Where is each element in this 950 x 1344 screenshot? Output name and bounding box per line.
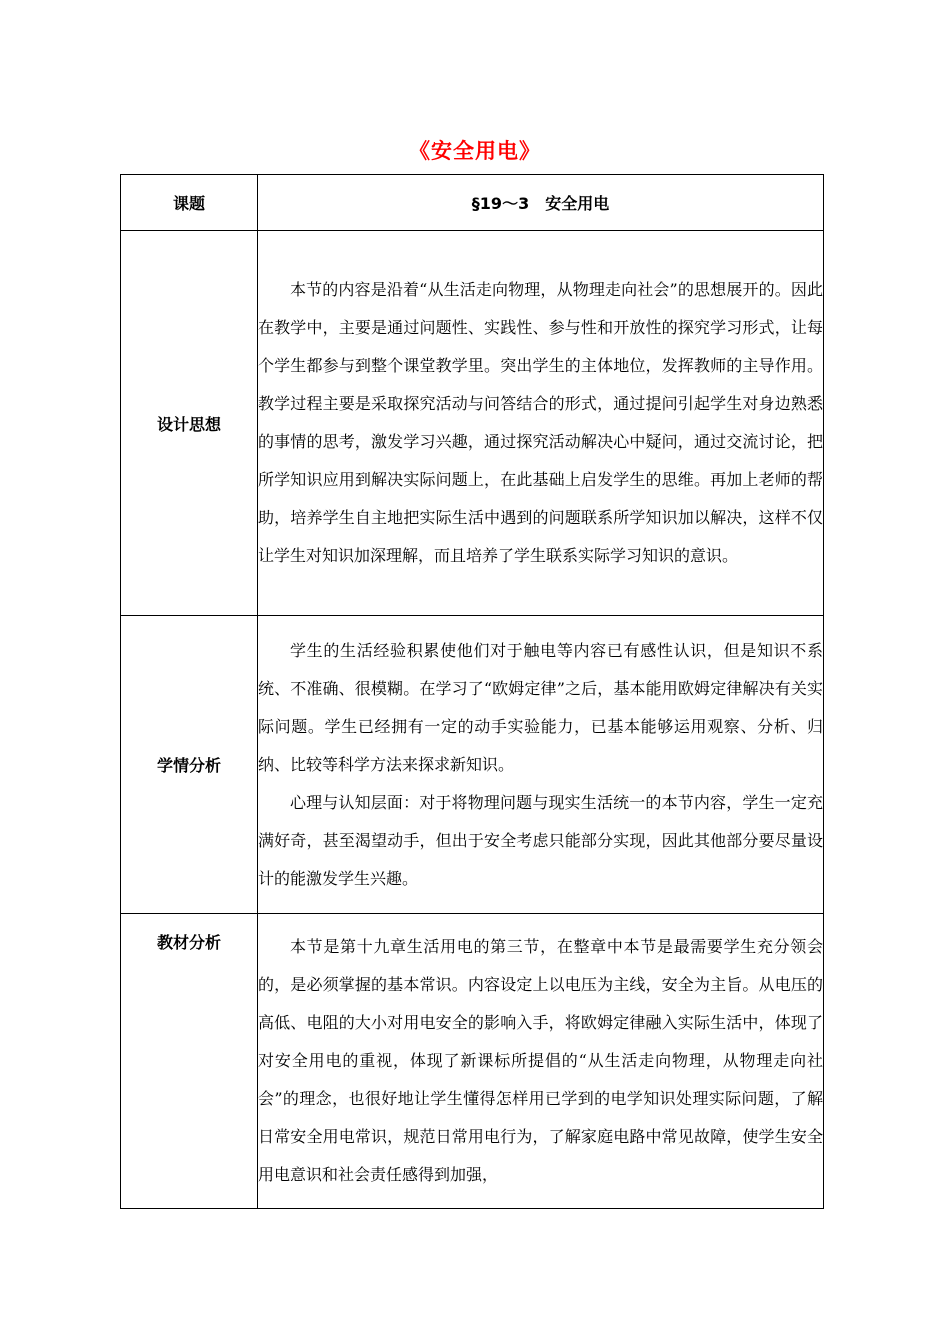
row-label-students: 学情分析 [121, 616, 258, 914]
row-label-topic: 课题 [121, 175, 258, 231]
table-row-topic [121, 175, 824, 231]
lesson-plan-table [120, 174, 824, 1209]
design-paragraph: 本节的内容是沿着“从生活走向物理，从物理走向社会”的思想展开的。因此在教学中，主要是通过问题性、实践性、参与性和开放性的探究学习形式，让每个学生都参与到整个课堂教学里。突出学生的主体地位，发挥教师的主导作用。教学过程主要是采取探究活动与问答结合的形式，通过提问引起学生对身边熟悉的事情的思考，激发学习兴趣，通过探究活动解决心中疑问，通过交流讨论，把所学知识应用到解决实际问题上，在此基础上启发学生的思维。再加上老师的帮助，培养学生自主地把实际生活中遇到的问题联系所学知识加以解决，这样不仅让学生对知识加深理解，而且培养了学生联系实际学习知识的意识。 [258, 280, 823, 565]
table-row-design [121, 231, 824, 616]
document-title: 《安全用电》 [409, 139, 541, 163]
table-row-students [121, 616, 824, 914]
table-row-textbook [121, 914, 824, 1209]
textbook-paragraph: 本节是第十九章生活用电的第三节，在整章中本节是最需要学生充分领会的，是必须掌握的基本常识。内容设定上以电压为主线，安全为主旨。从电压的高低、电阻的大小对用电安全的影响入手，将欧姆定律融入实际生活中，体现了对安全用电的重视，体现了新课标所提倡的“从生活走向物理，从物理走向社会”的理念，也很好地让学生懂得怎样用已学到的电学知识处理实际问题，了解日常安全用电常识，规范日常用电行为，了解家庭电路中常见故障，使学生安全用电意识和社会责任感得到加强， [258, 937, 823, 1184]
students-paragraph-1: 学生的生活经验积累使他们对于触电等内容已有感性认识，但是知识不系统、不准确、很模糊。在学习了“欧姆定律”之后，基本能用欧姆定律解决有关实际问题。学生已经拥有一定的动手实验能力，已基本能够运用观察、分析、归纳、比较等科学方法来探求新知识。 [258, 640, 823, 774]
design-content [258, 231, 824, 616]
row-label-design: 设计思想 [121, 231, 258, 616]
textbook-content [258, 914, 824, 1209]
row-label-textbook: 教材分析 [121, 914, 258, 1209]
topic-value: §19～3 安全用电 [258, 175, 824, 231]
students-paragraph-2: 心理与认知层面：对于将物理问题与现实生活统一的本节内容，学生一定充满好奇，甚至渴望动手，但出于安全考虑只能部分实现，因此其他部分要尽量设计的能激发学生兴趣。 [258, 792, 823, 888]
students-content [258, 616, 824, 914]
